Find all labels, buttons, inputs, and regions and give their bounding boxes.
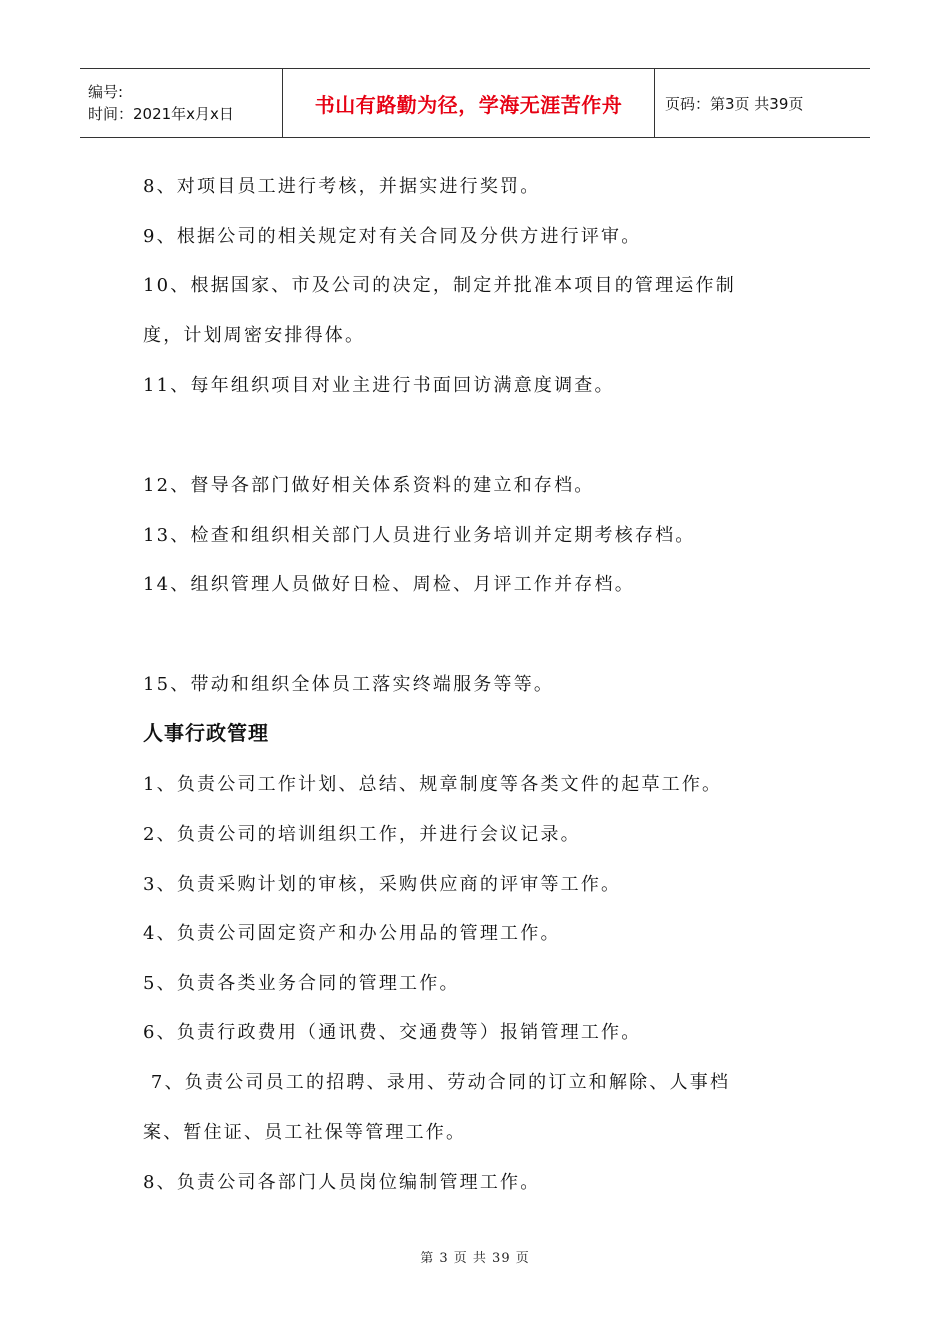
document-number-label: 编号: bbox=[88, 83, 124, 101]
header-page-info bbox=[655, 69, 870, 137]
page-number: 第 3 页 共 39 页 bbox=[420, 1251, 530, 1266]
page-info-text: 页码：第3页 共39页 bbox=[665, 94, 804, 113]
list-item: 3、负责采购计划的审核，采购供应商的评审等工作。 bbox=[143, 874, 622, 895]
list-item: 5、负责各类业务合同的管理工作。 bbox=[143, 973, 460, 994]
paragraph: 9、根据公司的相关规定对有关合同及分供方进行评审。 bbox=[143, 226, 642, 247]
list-item: 6、负责行政费用（通讯费、交通费等）报销管理工作。 bbox=[143, 1022, 642, 1043]
paragraph: 14、组织管理人员做好日检、周检、月评工作并存档。 bbox=[143, 574, 635, 595]
paragraph: 8、对项目员工进行考核，并据实进行奖罚。 bbox=[143, 176, 541, 197]
section-heading: 人事行政管理 bbox=[143, 721, 269, 745]
paragraph: 12、督导各部门做好相关体系资料的建立和存档。 bbox=[143, 475, 595, 496]
paragraph: 13、检查和组织相关部门人员进行业务培训并定期考核存档。 bbox=[143, 525, 696, 546]
list-item: 7、负责公司员工的招聘、录用、劳动合同的订立和解除、人事档 bbox=[143, 1072, 731, 1093]
paragraph: 15、带动和组织全体员工落实终端服务等等。 bbox=[143, 674, 555, 695]
list-item: 8、负责公司各部门人员岗位编制管理工作。 bbox=[143, 1172, 541, 1193]
document-date: 时间：2021年x月x日 bbox=[88, 105, 234, 123]
paragraph: 10、根据国家、市及公司的决定，制定并批准本项目的管理运作制 bbox=[143, 275, 736, 296]
header-meta bbox=[80, 69, 282, 137]
motto-text: 书山有路勤为径，学海无涯苦作舟 bbox=[314, 92, 623, 117]
list-item: 4、负责公司固定资产和办公用品的管理工作。 bbox=[143, 923, 561, 944]
page-header bbox=[80, 68, 870, 138]
paragraph: 11、每年组织项目对业主进行书面回访满意度调查。 bbox=[143, 375, 615, 396]
paragraph: 度，计划周密安排得体。 bbox=[143, 325, 366, 346]
page-footer bbox=[0, 1247, 950, 1266]
list-item: 1、负责公司工作计划、总结、规章制度等各类文件的起草工作。 bbox=[143, 774, 723, 795]
list-item: 案、暂住证、员工社保等管理工作。 bbox=[143, 1122, 467, 1143]
header-motto bbox=[282, 69, 655, 137]
list-item: 2、负责公司的培训组织工作，并进行会议记录。 bbox=[143, 824, 581, 845]
